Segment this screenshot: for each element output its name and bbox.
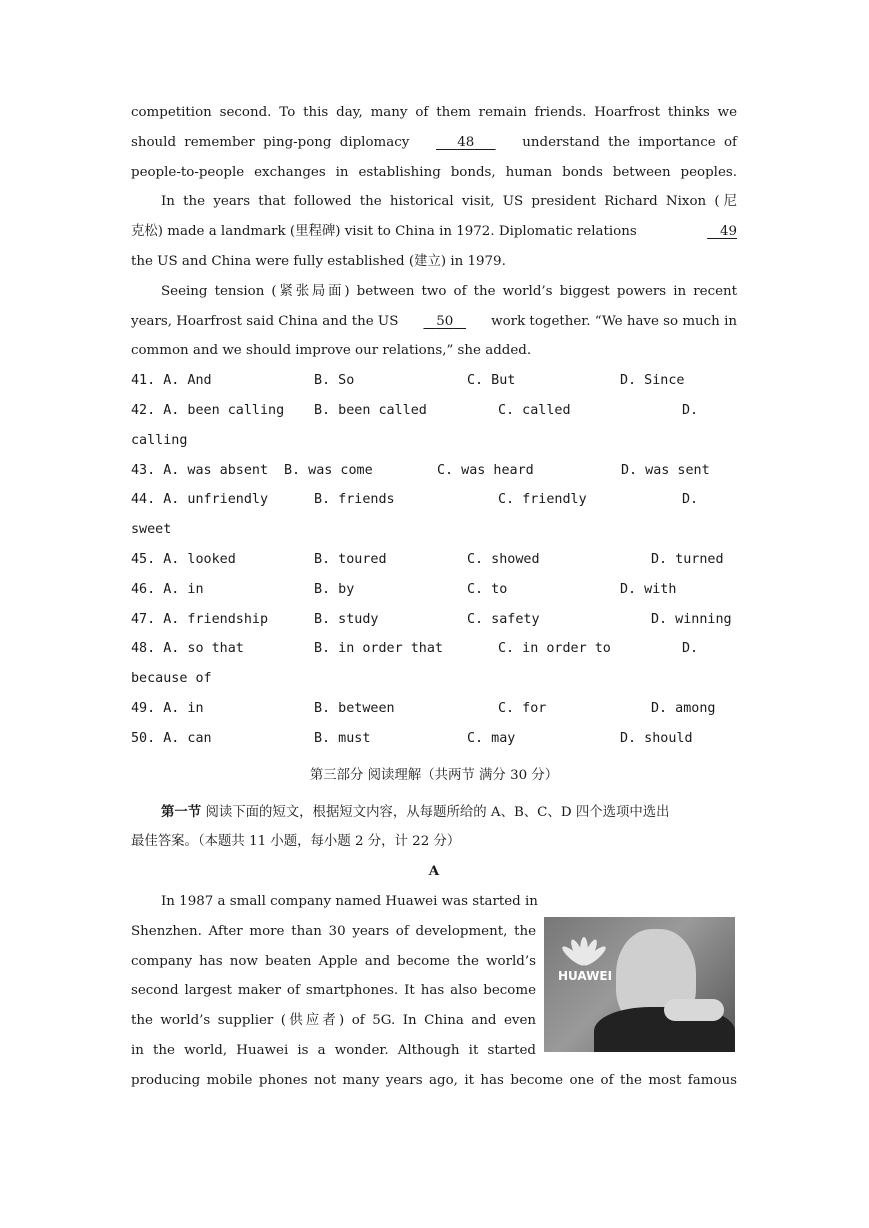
option-c: C. may <box>467 730 516 746</box>
huawei-logo-text: HUAWEI <box>558 969 613 983</box>
question-48-wrap: because of <box>131 671 212 687</box>
option-b: B. by <box>314 581 355 597</box>
reading-line: second largest maker of smartphones. It has also become <box>131 983 536 999</box>
option-d: D. <box>682 402 699 418</box>
question-41: 41. A. And B. So C. But D. Since <box>131 366 737 396</box>
option-a: A. friendship <box>163 611 269 627</box>
question-44-wrap: sweet <box>131 522 172 538</box>
question-50: 50. A. can B. must C. may D. should <box>131 724 737 754</box>
option-b: B. was come <box>284 462 373 478</box>
huawei-photo <box>544 917 735 1052</box>
option-a: A. unfriendly <box>163 492 269 508</box>
passage-text: should remember ping-pong diplomacy <box>131 134 410 150</box>
option-b: B. study <box>314 611 379 627</box>
option-d: D. among <box>651 700 716 716</box>
option-d: D. <box>682 492 699 508</box>
reading-line: company has now beaten Apple and become the world’s <box>131 953 536 969</box>
section-instruction <box>131 798 737 828</box>
option-c: C. to <box>467 581 508 597</box>
option-d: D. turned <box>651 551 724 567</box>
option-d: D. with <box>620 581 677 597</box>
option-a: A. in <box>163 700 204 716</box>
passage-line: competition second. To this day, many of them remain friends. Hoarfrost thinks we <box>131 105 737 120</box>
option-a: A. was absent <box>163 462 269 478</box>
instruction-text: 阅读下面的短文，根据短文内容，从每题所给的 A、B、C、D 四个选项中选出 <box>205 804 670 820</box>
huawei-logo-icon <box>554 925 614 975</box>
passage-line: common and we should improve our relations,” she added. <box>131 343 532 359</box>
option-d: D. Since <box>620 373 685 389</box>
option-c: C. But <box>467 373 516 389</box>
option-c: C. called <box>498 402 571 418</box>
option-d: D. <box>682 641 699 657</box>
section-instruction-cont: 最佳答案。（本题共 11 小题，每小题 2 分，计 22 分） <box>131 834 461 850</box>
section-title: 第三部分 阅读理解（共两节 满分 30 分） <box>309 767 559 783</box>
option-d: D. winning <box>651 611 732 627</box>
option-a: A. And <box>163 373 212 389</box>
option-a: A. so that <box>163 641 244 657</box>
reading-line: in the world, Huawei is a wonder. Although it started <box>131 1042 536 1058</box>
passage-line: the US and China were fully established (建立) in 1979. <box>131 253 506 269</box>
reading-line: the world’s supplier (供应者) of 5G. In China and even <box>131 1013 536 1029</box>
reading-line: Shenzhen. After more than 30 years of development, the <box>131 923 536 939</box>
passage-line: In the years that followed the historical visit, US president Richard Nixon (尼 <box>161 194 737 210</box>
question-43: 43. A. was absent B. was come C. was heard D. was sent <box>131 456 737 486</box>
option-b: B. between <box>314 700 395 716</box>
passage-line-48 <box>131 128 737 158</box>
option-a: A. looked <box>163 551 236 567</box>
option-b: B. must <box>314 730 371 746</box>
passage-letter: A <box>428 863 440 880</box>
option-a: A. can <box>163 730 212 746</box>
passage-text: years, Hoarfrost said China and the US <box>131 313 399 329</box>
option-c: C. showed <box>467 551 540 567</box>
option-a: A. in <box>163 581 204 597</box>
question-42: 42. A. been calling B. been called C. called D. <box>131 396 737 426</box>
reading-line: producing mobile phones not many years ago, it has become one of the most famous <box>131 1072 737 1088</box>
option-b: B. friends <box>314 492 395 508</box>
blank-48: 48 <box>457 134 475 150</box>
option-b: B. toured <box>314 551 387 567</box>
passage-line-49 <box>131 217 737 247</box>
question-47: 47. A. friendship B. study C. safety D. winning <box>131 605 737 635</box>
question-48: 48. A. so that B. in order that C. in order to D. <box>131 634 737 664</box>
option-b: B. in order that <box>314 641 443 657</box>
option-d: D. should <box>620 730 693 746</box>
passage-line: Seeing tension (紧张局面) between two of the world’s biggest powers in recent <box>161 283 737 299</box>
passage-line: people-to-people exchanges in establishing bonds, human bonds between peoples. <box>131 164 737 180</box>
option-c: C. friendly <box>498 492 587 508</box>
passage-line-50 <box>131 307 737 337</box>
part-label: 第一节 <box>161 803 202 820</box>
option-b: B. been called <box>314 402 427 418</box>
blank-49: 49 <box>719 224 737 240</box>
passage-text: understand the importance of <box>522 134 737 150</box>
question-42-wrap: calling <box>131 432 188 448</box>
option-a: A. been calling <box>163 402 285 418</box>
option-c: C. was heard <box>437 462 534 478</box>
blank-50: 50 <box>436 313 454 329</box>
question-44: 44. A. unfriendly B. friends C. friendly D. <box>131 485 737 515</box>
option-c: C. in order to <box>498 641 611 657</box>
option-b: B. So <box>314 373 355 389</box>
question-46: 46. A. in B. by C. to D. with <box>131 575 737 605</box>
person-hand <box>664 999 724 1021</box>
option-c: C. for <box>498 700 547 716</box>
passage-text: work together. “We have so much in <box>491 313 737 329</box>
option-d: D. was sent <box>621 462 710 478</box>
passage-text: 克松) made a landmark (里程碑) visit to China in 1972. Diplomatic relations <box>131 224 637 240</box>
option-c: C. safety <box>467 611 540 627</box>
question-45: 45. A. looked B. toured C. showed D. turned <box>131 545 737 575</box>
question-49: 49. A. in B. between C. for D. among <box>131 694 737 724</box>
reading-line: In 1987 a small company named Huawei was started in <box>161 893 538 909</box>
